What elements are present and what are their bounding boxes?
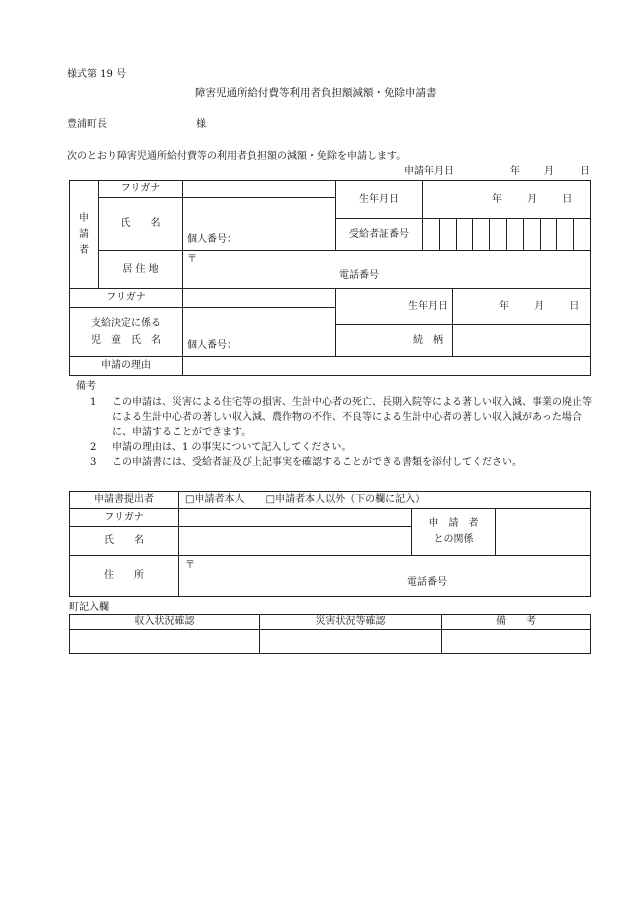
note-item: 1 この申請は、災害による住宅等の損害、生計中心者の死亡、長期入院等による著しい収入減、事業の廃止等による生計中心者の著しい収入減、農作物の不作、不良等による生計中心者の著しい収入減があった場合に、申請することができます。 (90, 397, 592, 438)
town-disaster-field[interactable] (260, 630, 442, 654)
form-title: 障害児通所給付費等利用者負担額減額・免除申請書 (195, 87, 437, 99)
applicant-section-label: 申 請 者 (70, 181, 99, 289)
applicant-table (69, 180, 591, 376)
submitter-postal-mark: 〒 (185, 560, 195, 571)
applicant-recipient-cert-label: 受給者証番号 (336, 219, 423, 251)
child-relationship-field[interactable] (453, 325, 591, 357)
town-section-heading: 町記入欄 (69, 602, 109, 613)
child-furigana-label: フリガナ (70, 289, 183, 308)
submitter-address-field[interactable] (179, 556, 591, 597)
child-name-label: 支給決定に係る 児 童 氏 名 (70, 308, 183, 357)
applicant-birthdate-label: 生年月日 (336, 181, 423, 219)
intro-text: 次のとおり障害児通所給付費等の利用者負担額の減額・免除を申請します。 (67, 151, 407, 162)
town-table (69, 614, 591, 654)
applicant-recipient-cert-field[interactable] (423, 219, 591, 251)
submitter-name-label: 氏 名 (70, 527, 179, 556)
submitter-name-field[interactable] (179, 527, 412, 556)
application-date-day: 日 (580, 166, 590, 177)
note-item: 2 申請の理由は、1 の事実について記入してください。 (90, 442, 352, 453)
addressee-name: 豊浦町長 (67, 119, 107, 130)
applicant-address-label: 居 住 地 (99, 251, 183, 289)
applicant-name-label: 氏 名 (99, 198, 183, 251)
child-furigana-field[interactable] (183, 289, 336, 308)
form-number: 様式第 19 号 (67, 69, 127, 80)
submitter-phone-label: 電話番号 (407, 577, 447, 588)
submitter-table (69, 491, 591, 597)
applicant-phone-label: 電話番号 (339, 270, 379, 281)
submitter-address-label: 住 所 (70, 556, 179, 597)
applicant-furigana-field[interactable] (183, 181, 336, 198)
application-date-label: 申請年月日 (404, 166, 454, 177)
town-remarks-field[interactable] (442, 630, 591, 654)
child-birthdate-field[interactable]: 年 月 日 (453, 289, 591, 325)
submitter-furigana-field[interactable] (179, 509, 412, 527)
submitter-relation-field[interactable] (496, 509, 591, 556)
town-income-field[interactable] (70, 630, 260, 654)
child-name-field[interactable] (183, 308, 336, 357)
child-birthdate-label: 生年月日 (336, 289, 453, 325)
town-col-income: 収入状況確認 (70, 615, 260, 630)
submitter-relation-label: 申 請 者 との関係 (412, 509, 496, 556)
applicant-mynumber-label: 個人番号： (187, 234, 237, 245)
applicant-furigana-label: フリガナ (99, 181, 183, 198)
submitter-option-self[interactable]: □申請者本人 (185, 494, 245, 505)
submitter-label: 申請書提出者 (70, 492, 179, 509)
note-item: 3 この申請書には、受給者証及び上記事実を確認することができる書類を添付してください。 (90, 457, 522, 468)
submitter-options (179, 492, 591, 509)
reason-label: 申請の理由 (70, 357, 183, 376)
postal-mark: 〒 (187, 254, 197, 265)
submitter-furigana-label: フリガナ (70, 509, 179, 527)
notes-list (68, 395, 598, 470)
child-mynumber-label: 個人番号： (187, 340, 237, 351)
town-col-disaster: 災害状況等確認 (260, 615, 442, 630)
town-col-remarks: 備 考 (442, 615, 591, 630)
notes-heading: 備考 (76, 381, 96, 392)
applicant-name-field[interactable] (183, 198, 336, 251)
reason-field[interactable] (183, 357, 591, 376)
child-relationship-label: 続 柄 (336, 325, 453, 357)
addressee-honorific: 様 (196, 119, 206, 130)
application-date-year: 年 (510, 166, 520, 177)
applicant-birthdate-field[interactable]: 年 月 日 (423, 181, 591, 219)
application-date-month: 月 (544, 166, 554, 177)
applicant-address-field[interactable] (183, 251, 591, 289)
submitter-option-other[interactable]: □申請者本人以外（下の欄に記入） (265, 494, 426, 505)
